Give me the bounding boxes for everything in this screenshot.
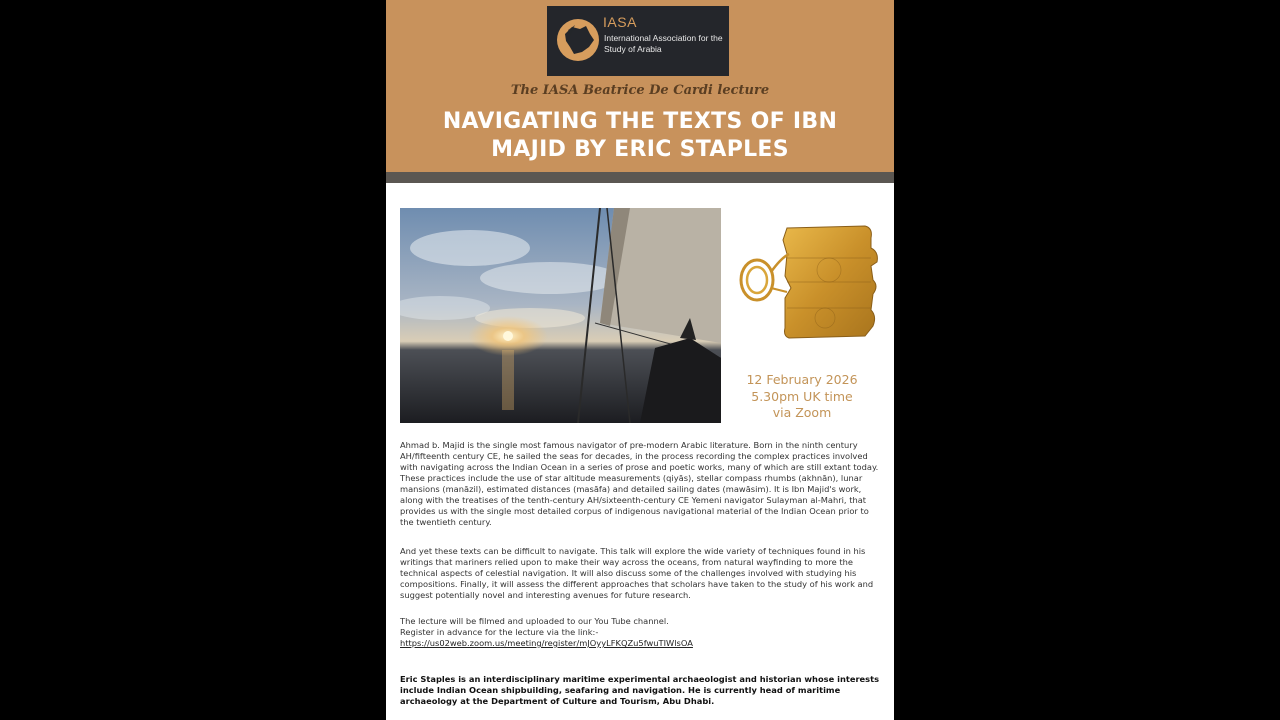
event-date: 12 February 2026 — [746, 372, 858, 387]
speaker-bio: Eric Staples is an interdisciplinary maritime experimental archaeologist and historian whose interests include Indian Ocean shipbuilding, seafaring and navigation. He is currently head of maritime archaeology at the Department of Culture and Tourism, Abu Dhabi. — [400, 674, 880, 706]
register-prompt: Register in advance for the lecture via the link:- — [400, 627, 599, 637]
logo-full-name: International Association for the Study of Arabia — [604, 33, 723, 54]
header-divider-band — [386, 172, 894, 183]
event-details — [726, 372, 878, 422]
event-venue: via Zoom — [772, 405, 832, 420]
sunset-sail-photo — [400, 208, 721, 423]
lecture-poster — [386, 0, 894, 720]
lecture-series-name: The IASA Beatrice De Cardi lecture — [510, 83, 770, 98]
registration-info — [400, 616, 884, 649]
logo-abbreviation: IASA — [603, 14, 637, 30]
registration-link[interactable]: https://us02web.zoom.us/meeting/register/mJOyyLFKQZu5fwuTIWlsOA — [400, 638, 693, 648]
description-paragraph-2: And yet these texts can be difficult to navigate. This talk will explore the wide variety of techniques found in his writings that mariners relied upon to make their way across the oceans, from natural wayfinding to more the technical aspects of celestial navigation. It will also discuss some of the challenges involved with studying his compositions. Finally, it will assess the different approaches that scholars have taken to the study of his work and suggest potentially novel and interesting avenues for future research. — [400, 546, 874, 600]
lecture-title — [406, 108, 874, 164]
lecture-title-line-1: NAVIGATING THE TEXTS OF IBN — [442, 109, 838, 134]
iasa-logo — [547, 6, 729, 76]
filming-note: The lecture will be filmed and uploaded to our You Tube channel. — [400, 616, 669, 626]
arabia-map-logo-icon — [556, 14, 600, 66]
description-paragraph-1: Ahmad b. Majid is the single most famous navigator of pre-modern Arabic literature. Born in the ninth century AH/fifteenth century CE, he sailed the seas for decades, in the process recording the complex practices involved with navigating across the Indian Ocean in a series of prose and poetic works, many of which are still extant today. These practices include the use of star altitude measurements (qiyās), stellar compass rhumbs (akhnān), lunar mansions (manāzil), estimated distances (masāfa) and detailed sailing dates (mawāsim). It is Ibn Majid's work, along with the treatises of the tenth-century AH/sixteenth-century CE Yemeni navigator Sulayman al-Mahri, that provides us with the single most detailed corpus of indigenous navigational material of the Indian Ocean prior to the twentieth century. — [400, 440, 879, 527]
golden-kamal-artifact-icon — [737, 218, 885, 346]
event-time: 5.30pm UK time — [751, 388, 853, 404]
lecture-title-line-2: MAJID BY ERIC STAPLES — [491, 137, 789, 162]
poster-header — [386, 0, 894, 172]
